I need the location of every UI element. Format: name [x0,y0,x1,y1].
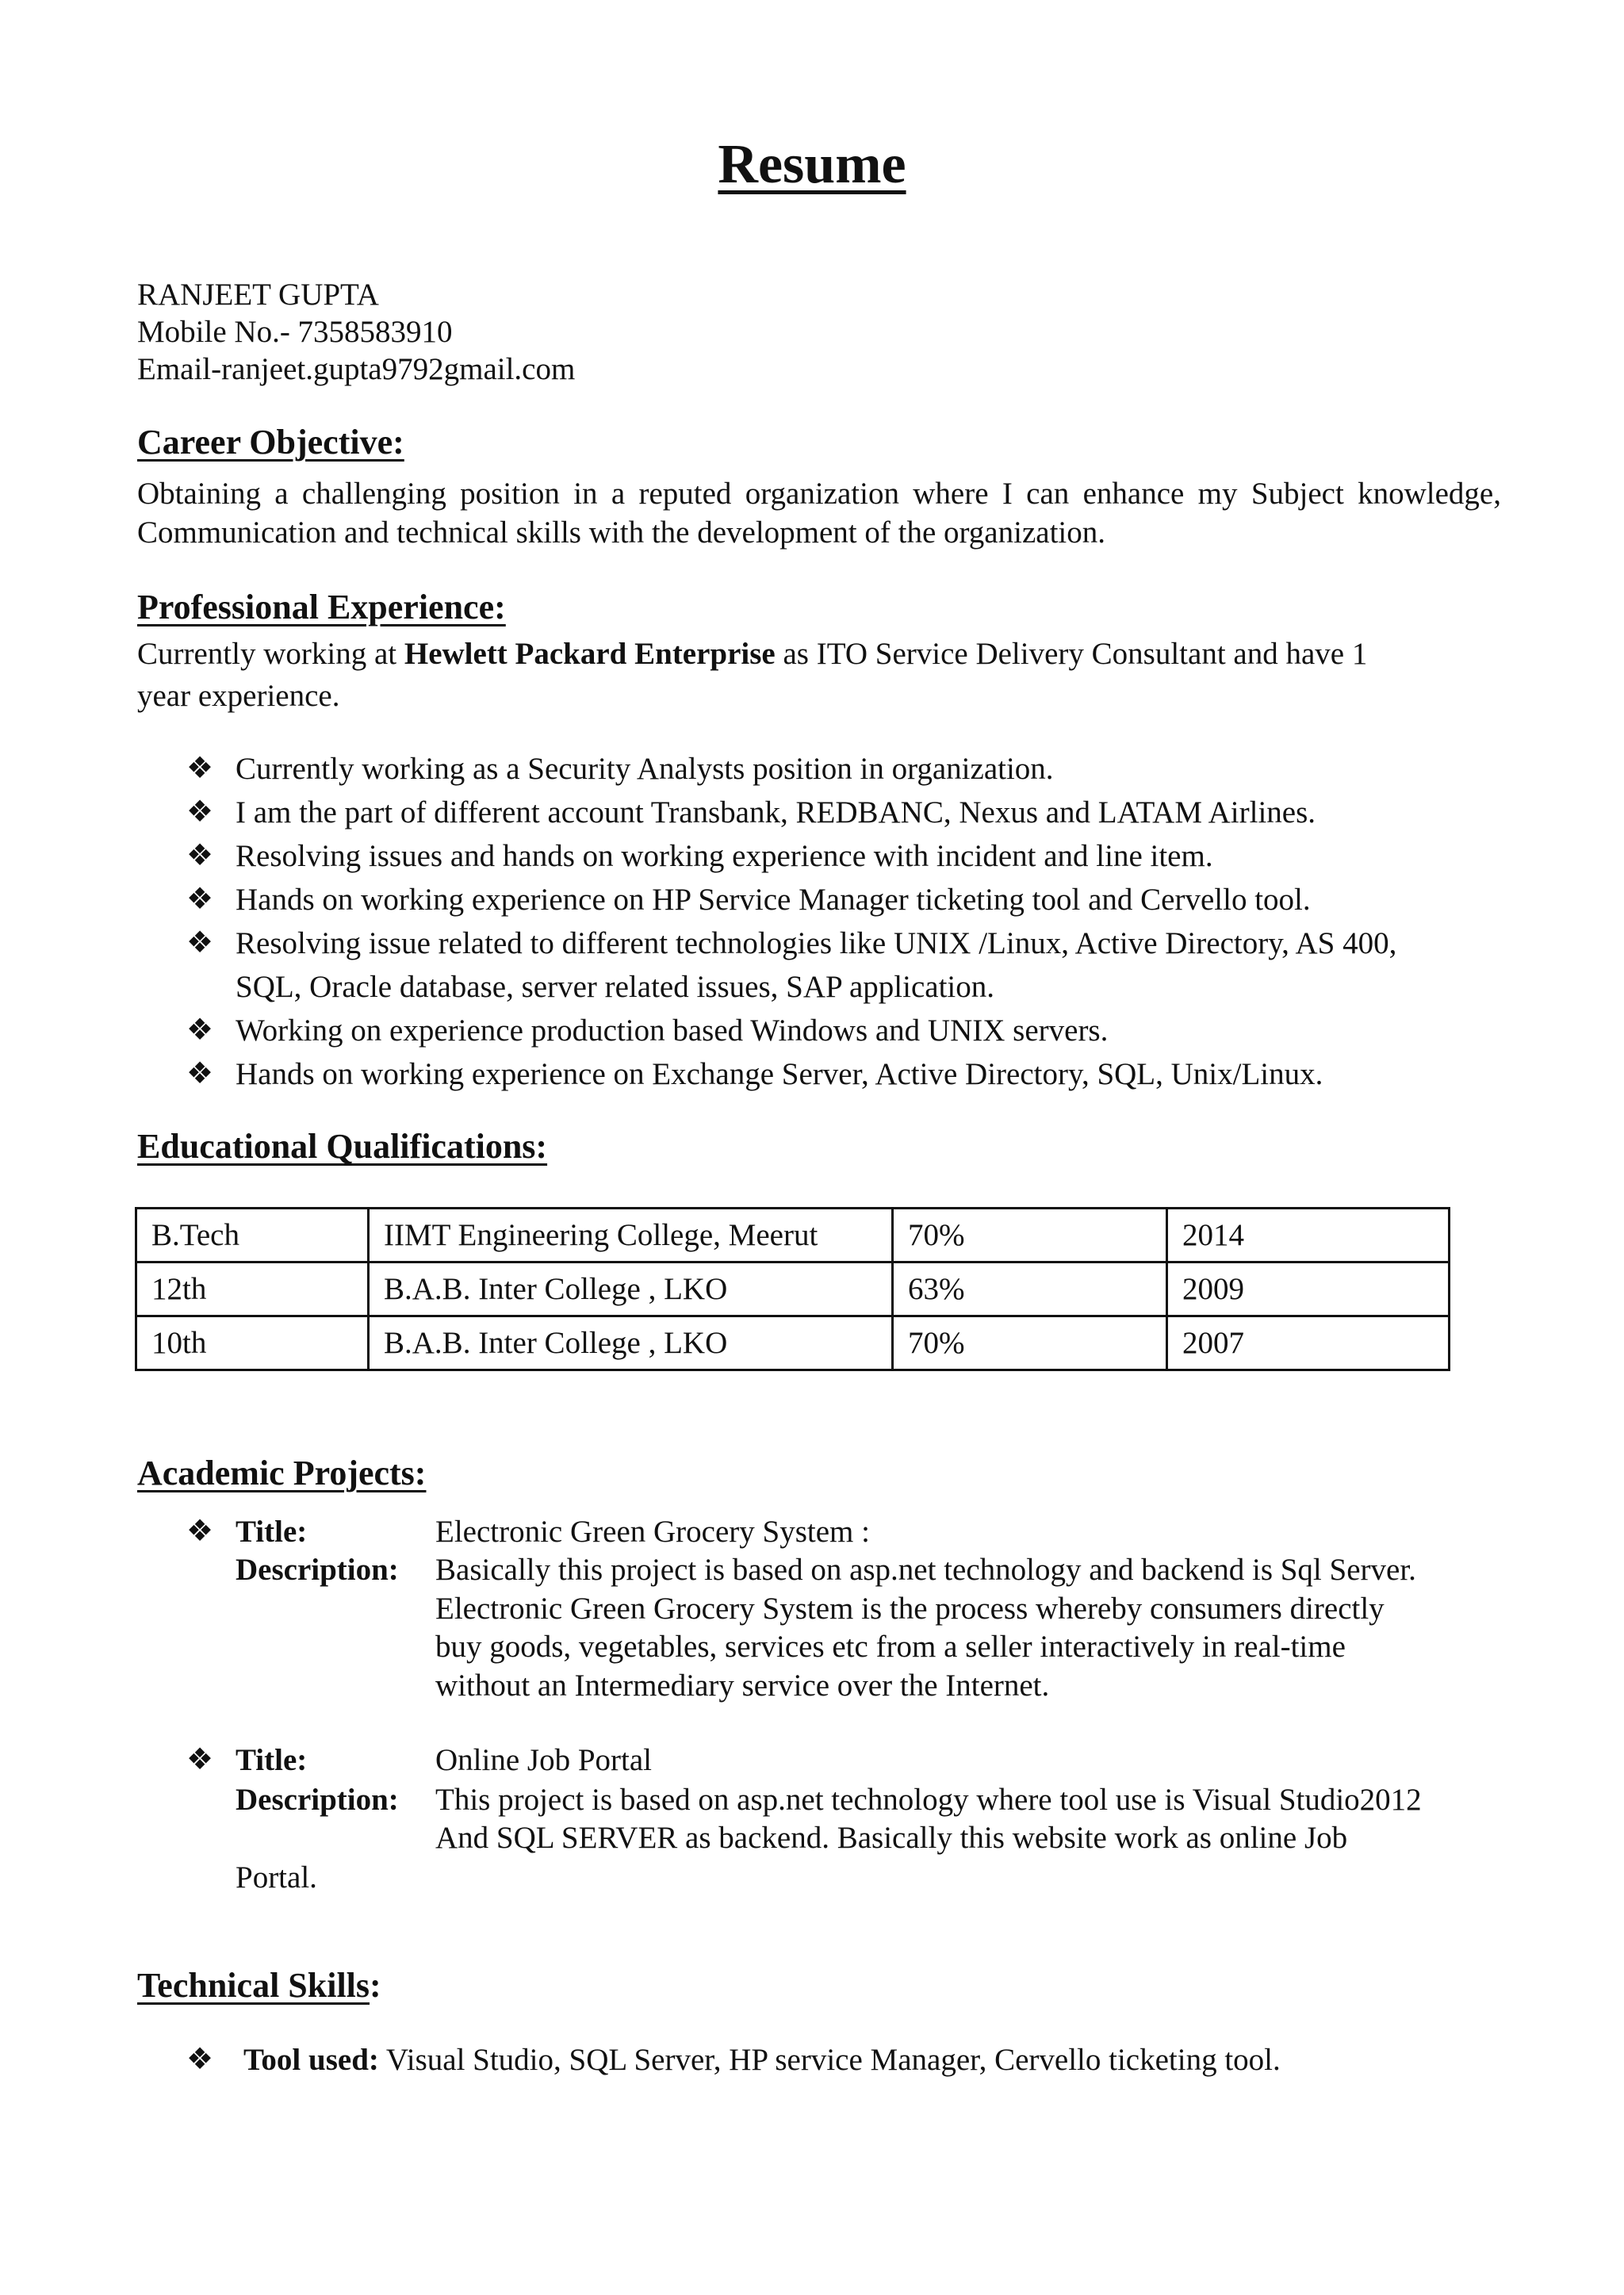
technical-skills-heading [137,1965,381,2006]
institute-cell: B.A.B. Inter College , LKO [369,1262,893,1316]
year-cell: 2014 [1167,1209,1450,1262]
percentage-cell: 63% [893,1262,1167,1316]
education-table [135,1207,1450,1371]
experience-bullet: Hands on working experience on Exchange Server, Active Directory, SQL, Unix/Linux. [236,1057,1323,1091]
experience-bullet: Working on experience production based Windows and UNIX servers. [236,1013,1109,1048]
project-description-label: Description: [236,1553,399,1587]
experience-bullet: Currently working as a Security Analysts position in organization. [236,752,1054,786]
percentage-cell: 70% [893,1209,1167,1262]
bullet-icon: ❖ [186,1515,214,1548]
institute-cell: IIMT Engineering College, Meerut [369,1209,893,1262]
page-title: Resume [718,134,906,195]
year-cell: 2007 [1167,1316,1450,1370]
bullet-icon: ❖ [186,795,214,829]
experience-intro-post: as ITO Service Delivery Consultant and have 1 [775,637,1368,671]
skills-text: Visual Studio, SQL Server, HP service Manager, Cervello ticketing tool. [378,2043,1281,2077]
experience-bullet: Hands on working experience on HP Service Manager ticketing tool and Cervello tool. [236,883,1311,917]
project-description-line: buy goods, vegetables, services etc from a seller interactively in real-time [435,1630,1346,1664]
bullet-icon: ❖ [186,839,214,872]
project-description-line: This project is based on asp.net technology where tool use is Visual Studio2012 [435,1783,1422,1817]
experience-intro [137,638,1367,669]
skills-label: Tool used: [243,2043,379,2077]
technical-skills-heading-text: Technical Skills [137,1966,370,2005]
skills-line [243,2044,1281,2075]
bullet-icon: ❖ [186,1057,214,1090]
percentage-cell: 70% [893,1316,1167,1370]
bullet-icon: ❖ [186,883,214,916]
career-objective-text: Obtaining a challenging position in a reputed organization where I can enhance my Subject knowledge, Communication and technical skills with the development of the organization. [137,477,1501,550]
project-description-line: without an Intermediary service over the Internet. [435,1669,1050,1703]
table-row [136,1262,1450,1316]
experience-bullet: Resolving issue related to different technologies like UNIX /Linux, Active Directory, AS 400, [236,926,1397,960]
project-description-line: Basically this project is based on asp.net technology and backend is Sql Server. [435,1553,1416,1587]
degree-cell: B.Tech [136,1209,369,1262]
education-heading: Educational Qualifications: [137,1127,548,1166]
institute-cell: B.A.B. Inter College , LKO [369,1316,893,1370]
bullet-icon: ❖ [186,1743,214,1776]
project-description-line: And SQL SERVER as backend. Basically this website work as online Job [435,1821,1348,1855]
projects-heading: Academic Projects: [137,1454,427,1492]
experience-bullet-continued: SQL, Oracle database, server related issues, SAP application. [236,970,995,1004]
project-description-line: Electronic Green Grocery System is the process whereby consumers directly [435,1592,1385,1626]
degree-cell: 12th [136,1262,369,1316]
mobile-number: Mobile No.- 7358583910 [137,315,453,349]
project-title: Electronic Green Grocery System : [435,1515,870,1549]
experience-intro-line2: year experience. [137,679,340,713]
experience-intro-pre: Currently working at [137,637,404,671]
company-name: Hewlett Packard Enterprise [404,637,776,671]
bullet-icon: ❖ [186,1013,214,1047]
table-row [136,1209,1450,1262]
degree-cell: 10th [136,1316,369,1370]
email-address: Email-ranjeet.gupta9792gmail.com [137,352,576,386]
year-cell: 2009 [1167,1262,1450,1316]
project-title-label: Title: [236,1515,308,1549]
project-title-label: Title: [236,1743,308,1777]
heading-colon: : [370,1966,381,2005]
project-title: Online Job Portal [435,1743,652,1777]
bullet-icon: ❖ [186,926,214,960]
experience-bullet: I am the part of different account Transbank, REDBANC, Nexus and LATAM Airlines. [236,795,1316,829]
candidate-name: RANJEET GUPTA [137,278,379,312]
bullet-icon: ❖ [186,752,214,785]
experience-heading: Professional Experience: [137,588,506,626]
project-description-tail: Portal. [236,1860,317,1895]
career-objective-heading: Career Objective: [137,423,404,462]
table-row [136,1316,1450,1370]
experience-bullet: Resolving issues and hands on working experience with incident and line item. [236,839,1213,873]
bullet-icon: ❖ [186,2043,214,2076]
project-description-label: Description: [236,1783,399,1817]
